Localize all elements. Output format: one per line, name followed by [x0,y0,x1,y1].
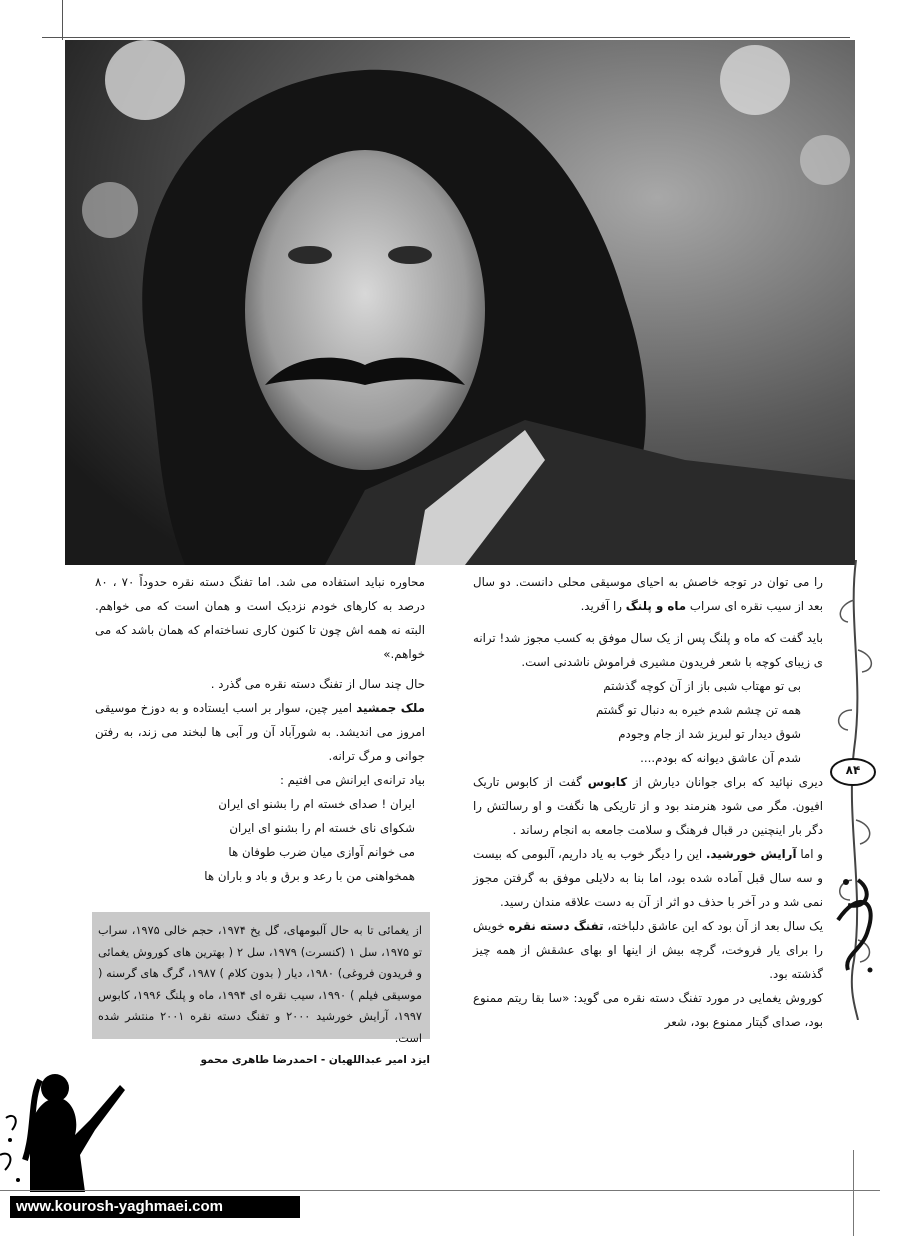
article-right-column [473,570,823,1034]
paragraph: بیاد ترانه‌ی ایرانش می افتیم : [279,773,425,787]
poem-line: همه تن چشم شدم خیره به دنبال تو گشتم [595,703,801,717]
poem [473,674,823,770]
top-rule [42,37,850,38]
paragraph: را می توان در توجه خاصش به احیای موسیقی محلی دانست. دو سال بعد از سیب نقره ای سراب ماه و پلنگ را آفرید. [473,575,823,613]
poem-line: می خوانم آوازی میان ضرب طوفان ها [228,845,415,859]
paragraph: باید گفت که ماه و پلنگ پس از یک سال موفق به کسب مجوز شد! ترانه ی زیبای کوچه با شعر فریدون مشیری فراموش ناشدنی است. [473,631,823,669]
paragraph: یک سال بعد از آن بود که این عاشق دلباخته، تفنگ دسته نقره خویش را برای یار فروخت، گرچه بیش از اینها او بهای عشقش از همه چیز گذشته بود. [473,919,823,981]
discography-box: از یغمائی تا به حال آلبومهای، گل یخ ۱۹۷۴، حجم خالی ۱۹۷۵، سراب تو ۱۹۷۵، سل ۱ (کنسرت) ۱۹۷۹، سل ۲ ( بهترین های کوروش یغمائی و فریدون فروغی) ۱۹۸۰، دیار ( بدون کلام ) ۱۹۸۷، گرگ های گرسنه ( موسیقی فیلم ) ۱۹۹۰، سیب نقره ای ۱۹۹۴، ماه و پلنگ ۱۹۹۶، کابوس ۱۹۹۷، آرایش خورشید ۲۰۰۰ و تفنگ دسته نقره ۲۰۰۱ منتشر شده است. [92,912,430,1039]
paragraph: حال چند سال از تفنگ دسته نقره می گذرد . [210,677,425,691]
page-number: ۸۴ [845,763,861,777]
paragraph: دیری نپائید که برای جوانان دیارش از کابوس گفت از کابوس تاریک افیون. مگر می شود هنرمند بود و از تاریکی ها نگفت و او رسالتش را دگر بار اینچنین در قبال فرهنگ و سلامت جامعه به انجام رساند . [473,775,824,837]
poem-line: بی تو مهتاب شبی باز از آن کوچه گذشتم [603,679,801,693]
poem [95,792,425,888]
poem-line: شکوای نای خسته ام را بشنو ای ایران [229,821,415,835]
poem-line: ایران ! صدای خسته ام را بشنو ای ایران [218,797,415,811]
paragraph: و اما آرایش خورشید. این را دیگر خوب به یاد داریم، آلبومی که بیست و سه سال قبل آماده شده بود، اما بنا به دلایلی موفق به گرفتن مجوز نمی شد و در آخر با حذف دو اثر از آن به دست علاقه مندان رسید. [473,847,824,909]
paragraph: ملک جمشید امیر چین، سوار بر اسب ایستاده و به دوزخ موسیقی امروز می اندیشد. به شورآباد آن ور آبی ها لبخند می زند، به رفتن جوانی و مرگ ترانه. [95,701,425,763]
author-credit: ایزد امیر عبداللهیان - احمدرضا طاهری محمو [200,1054,430,1066]
crop-mark [853,1150,854,1236]
poem-line: شوق دیدار تو لبریز شد از جام وجودم [618,727,801,741]
bottom-rule [0,1190,880,1191]
crop-mark [62,0,63,40]
guitarist-silhouette-icon [0,1060,135,1192]
poem-line: همخواهنی من با رعد و برق و باد و باران ها [204,869,415,883]
paragraph: کوروش یغمایی در مورد تفنگ دسته نقره می گوید: «سا بقا ریتم ممنوع بود، صدای گیتار ممنوع بود، شعر [473,991,823,1029]
poem-line: شدم آن عاشق دیوانه که بودم.... [640,751,801,765]
article-left-column [95,570,425,888]
vine-ornament-icon [828,560,888,1020]
paragraph: محاوره نباید استفاده می شد. اما تفنگ دسته نقره حدوداً ۷۰ ، ۸۰ درصد به کارهای خودم نزدیک است و همان است که می خواهم. البته نه همه اش چون تا کنون کاری نساخته‌ام که همان باشد که می خواهم.» [95,575,425,661]
website-url[interactable]: www.kourosh-yaghmaei.com [10,1196,300,1218]
portrait-photo [65,40,855,565]
